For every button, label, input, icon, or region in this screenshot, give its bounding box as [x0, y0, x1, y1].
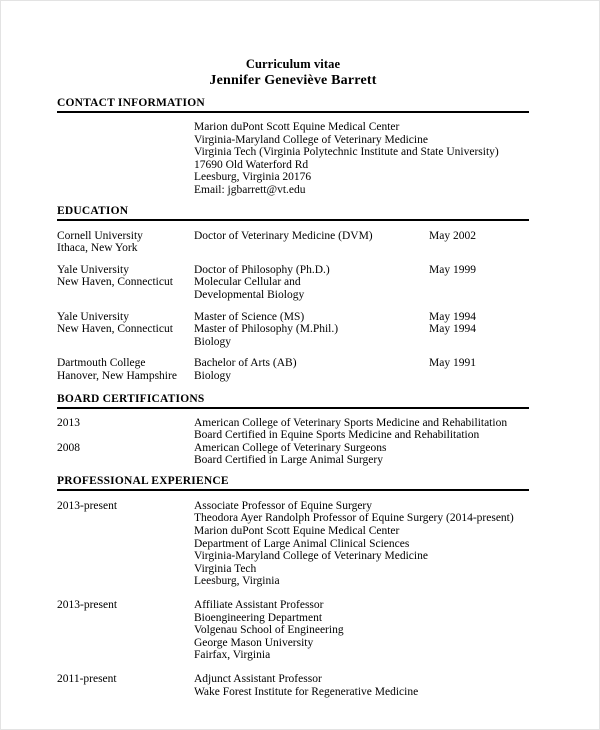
section-divider: [57, 111, 529, 113]
experience-line: Volgenau School of Engineering: [194, 624, 344, 637]
date-line: May 1991: [429, 357, 476, 370]
experience-line: Marion duPont Scott Equine Medical Center: [194, 525, 400, 538]
degree-line: Biology: [194, 335, 232, 348]
institution-location: New Haven, Connecticut: [57, 323, 173, 336]
contact-line: Virginia Tech (Virginia Polytechnic Institute and State University): [194, 146, 499, 159]
degree-line: Developmental Biology: [194, 288, 305, 301]
cv-content: [57, 1, 529, 709]
section-heading-contact: CONTACT INFORMATION: [57, 97, 205, 109]
period-line: 2013-present: [57, 499, 118, 512]
certification-details: [194, 417, 529, 442]
page-title: Curriculum vitae: [245, 57, 341, 71]
year-line: 2013: [57, 416, 80, 429]
education-entry: [57, 230, 529, 255]
education-degree: [194, 264, 429, 302]
contact-line: Leesburg, Virginia 20176: [194, 171, 312, 184]
experience-period: [57, 599, 194, 612]
degree-line: Bachelor of Arts (AB): [194, 357, 297, 370]
experience-line: Wake Forest Institute for Regenerative Medicine: [194, 685, 419, 698]
contact-email-line: Email: jgbarrett@vt.edu: [194, 183, 306, 196]
education-entry-list: [57, 230, 529, 383]
experience-entry: [57, 500, 529, 588]
date-line: May 2002: [429, 229, 476, 242]
certification-entry: [57, 417, 529, 442]
experience-details: [194, 673, 529, 698]
certification-details: [194, 442, 529, 467]
section-contact-information: [57, 96, 529, 197]
certification-year: [57, 442, 194, 455]
experience-line: Bioengineering Department: [194, 611, 323, 624]
institution-name: Dartmouth College: [57, 357, 146, 370]
education-entry: [57, 357, 529, 382]
experience-details: [194, 500, 529, 588]
contact-line: Marion duPont Scott Equine Medical Center: [194, 121, 400, 133]
contact-line: Virginia-Maryland College of Veterinary Medicine: [194, 133, 428, 146]
section-heading-education: EDUCATION: [57, 204, 129, 217]
section-professional-experience: [57, 474, 529, 698]
institution-location: New Haven, Connecticut: [57, 276, 173, 289]
degree-line: Doctor of Philosophy (Ph.D.): [194, 263, 330, 276]
experience-period: [57, 500, 194, 513]
institution-location: Ithaca, New York: [57, 242, 138, 255]
experience-line: Affiliate Assistant Professor: [194, 599, 324, 612]
institution-location: Hanover, New Hampshire: [57, 369, 177, 382]
institution-name: Yale University: [57, 310, 129, 323]
education-degree: [194, 230, 429, 243]
certification-line: American College of Veterinary Sports Medicine and Rehabilitation: [194, 416, 508, 429]
education-institution: [57, 311, 194, 336]
experience-details: [194, 599, 529, 662]
contact-line: 17690 Old Waterford Rd: [194, 158, 309, 171]
education-date: [429, 357, 529, 370]
section-divider: [57, 489, 529, 491]
institution-name: Cornell University: [57, 229, 143, 242]
certification-line: Board Certified in Large Animal Surgery: [194, 454, 383, 467]
experience-line: Adjunct Assistant Professor: [194, 673, 322, 685]
section-board-certifications: [57, 392, 529, 467]
certification-year: [57, 417, 194, 430]
institution-name: Yale University: [57, 263, 129, 276]
section-heading-experience: PROFESSIONAL EXPERIENCE: [57, 474, 229, 487]
education-degree: [194, 311, 429, 349]
section-heading-certifications: BOARD CERTIFICATIONS: [57, 392, 205, 405]
experience-line: Theodora Ayer Randolph Professor of Equine Surgery (2014-present): [194, 512, 514, 525]
degree-line: Doctor of Veterinary Medicine (DVM): [194, 229, 373, 242]
candidate-name: Jennifer Geneviève Barrett: [209, 73, 377, 88]
education-institution: [57, 264, 194, 289]
experience-entry: [57, 599, 529, 662]
education-date: [429, 230, 529, 243]
degree-line: Master of Philosophy (M.Phil.): [194, 323, 339, 336]
experience-line: Department of Large Animal Clinical Sciences: [194, 537, 410, 550]
section-divider: [57, 219, 529, 221]
date-line: May 1994: [429, 310, 476, 323]
experience-entry: [57, 673, 529, 698]
section-divider: [57, 407, 529, 409]
education-degree: [194, 357, 429, 382]
experience-line: George Mason University: [194, 636, 314, 649]
contact-details: [57, 121, 529, 197]
education-institution: [57, 357, 194, 382]
experience-line: Virginia Tech: [194, 562, 257, 575]
education-date: [429, 264, 529, 277]
degree-line: Molecular Cellular and: [194, 276, 301, 289]
cv-header: [57, 1, 529, 89]
date-line: May 1994: [429, 323, 476, 336]
degree-line: Biology: [194, 369, 232, 382]
education-entry: [57, 311, 529, 349]
experience-line: Associate Professor of Equine Surgery: [194, 499, 373, 512]
education-entry: [57, 264, 529, 302]
date-line: May 1999: [429, 263, 476, 276]
experience-entry-list: [57, 500, 529, 698]
experience-line: Virginia-Maryland College of Veterinary Medicine: [194, 550, 428, 563]
education-institution: [57, 230, 194, 255]
certification-entry: [57, 442, 529, 467]
certification-entry-list: [57, 417, 529, 467]
year-line: 2008: [57, 441, 80, 454]
section-education: [57, 204, 529, 383]
degree-line: Master of Science (MS): [194, 310, 305, 323]
period-line: 2011-present: [57, 673, 117, 685]
experience-period: [57, 673, 194, 686]
period-line: 2013-present: [57, 599, 118, 612]
certification-line: American College of Veterinary Surgeons: [194, 441, 387, 454]
education-date: [429, 311, 529, 336]
experience-line: Leesburg, Virginia: [194, 575, 280, 588]
experience-line: Fairfax, Virginia: [194, 649, 271, 662]
certification-line: Board Certified in Equine Sports Medicine and Rehabilitation: [194, 429, 480, 442]
